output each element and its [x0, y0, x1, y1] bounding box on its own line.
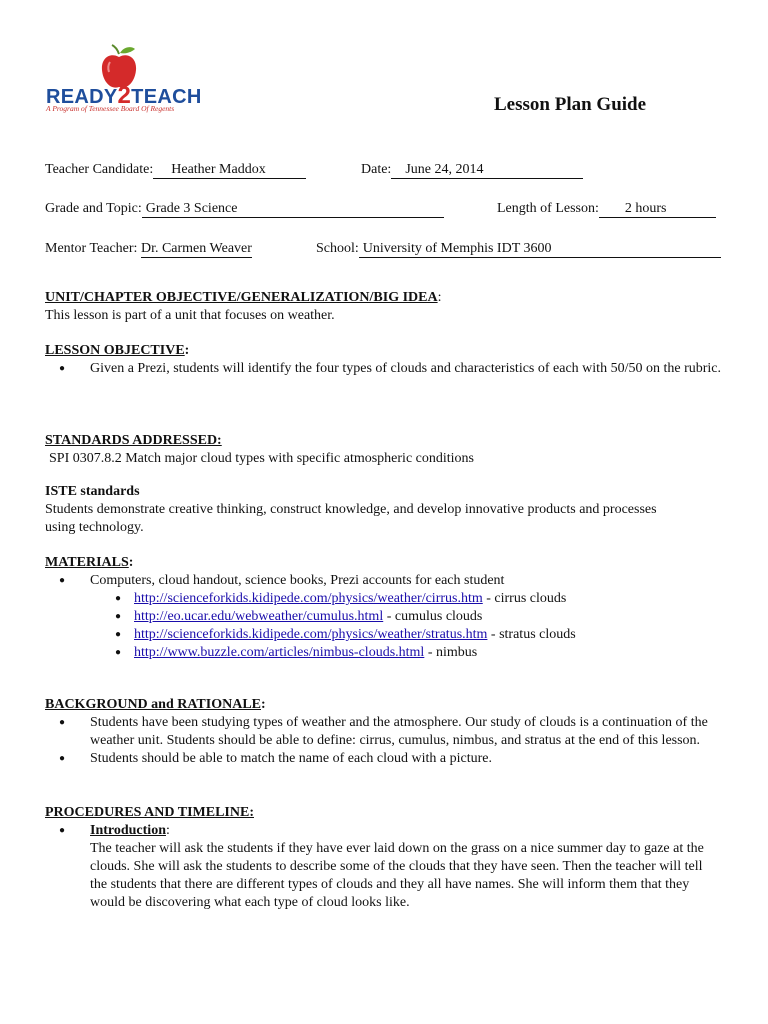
nimbus-link[interactable]: http://www.buzzle.com/articles/nimbus-clouds.html	[134, 645, 425, 660]
date-value: June 24, 2014	[391, 162, 583, 179]
list-item: ● Computers, cloud handout, science books, Prezi accounts for each student	[45, 572, 725, 590]
iste-heading: ISTE standards	[45, 484, 140, 499]
procedures-section	[45, 804, 725, 912]
ready2teach-logo	[44, 44, 202, 116]
link-item-cumulus: ● http://eo.ucar.edu/webweather/cumulus.html - cumulus clouds	[45, 608, 725, 626]
grade-row	[45, 201, 444, 218]
school-row	[316, 241, 721, 258]
teacher-label: Teacher Candidate:	[45, 162, 154, 177]
mentor-label: Mentor Teacher:	[45, 241, 138, 256]
objective-list	[45, 360, 725, 378]
school-label: School:	[316, 241, 359, 256]
iste-section	[45, 483, 665, 537]
unit-section: UNIT/CHAPTER OBJECTIVE/GENERALIZATION/BIG IDEA: This lesson is part of a unit that focuses on weather.	[45, 289, 725, 325]
list-item: ● Given a Prezi, students will identify the four types of clouds and characteristics of each with 50/50 on the rubric.	[45, 360, 730, 378]
unit-heading: UNIT/CHAPTER OBJECTIVE/GENERALIZATION/BIG IDEA	[45, 290, 438, 305]
stratus-link[interactable]: http://scienceforkids.kidipede.com/physics/weather/stratus.htm	[134, 627, 488, 642]
link-item-nimbus: ● http://www.buzzle.com/articles/nimbus-clouds.html - nimbus	[45, 644, 725, 662]
introduction-text: The teacher will ask the students if they have ever laid down on the grass on a nice summer day to gaze at the clouds. She will ask the students to describe some of the clouds that they have seen. Then the teacher will tell the students that there are different types of clouds and they all have names. She will inform them that they would be discovering what each type of cloud looks like.	[90, 841, 704, 910]
materials-heading: MATERIALS	[45, 555, 129, 570]
standards-text: SPI 0307.8.2 Match major cloud types with specific atmospheric conditions	[49, 451, 474, 466]
school-value: University of Memphis IDT 3600	[359, 241, 721, 258]
cirrus-link[interactable]: http://scienceforkids.kidipede.com/physics/weather/cirrus.htm	[134, 591, 483, 606]
mentor-value: Dr. Carmen Weaver	[140, 241, 252, 256]
objective-section: LESSON OBJECTIVE: ● Given a Prezi, students will identify the four types of clouds and characteristics of each with 50/50 on the rubric.	[45, 342, 725, 378]
teacher-value: Heather Maddox	[153, 162, 306, 179]
background-heading: BACKGROUND and RATIONALE	[45, 697, 261, 712]
length-row	[497, 201, 716, 218]
objective-heading: LESSON OBJECTIVE	[45, 343, 185, 358]
length-value: 2 hours	[599, 201, 716, 218]
logo-wordmark: READY2TEACH	[46, 82, 202, 109]
procedures-list	[45, 822, 725, 840]
standards-heading: STANDARDS ADDRESSED:	[45, 433, 222, 448]
introduction-label: Introduction	[90, 823, 166, 838]
list-item: ● Students should be able to match the name of each cloud with a picture.	[45, 750, 725, 768]
date-row	[361, 162, 583, 179]
cumulus-link[interactable]: http://eo.ucar.edu/webweather/cumulus.html	[134, 609, 384, 624]
length-label: Length of Lesson:	[497, 201, 599, 216]
mentor-row	[45, 241, 252, 258]
date-label: Date:	[361, 162, 392, 177]
page-title: Lesson Plan Guide	[494, 94, 647, 115]
teacher-row	[45, 162, 306, 179]
materials-section: MATERIALS: ● Computers, cloud handout, science books, Prezi accounts for each student ● http://scienceforkids.kidipede.com/physics/weather/cirrus.htm - cirrus clouds ● http://eo.ucar.edu/webweather/cumulus.html - cumulus clouds ● http://scienceforkids.kidipede.com/physics/weather/stratus.htm - stratus clouds ● http://www.buzzle.com/articles/nimbus-clouds.html - nimbus	[45, 554, 725, 662]
link-item-cirrus: ● http://scienceforkids.kidipede.com/physics/weather/cirrus.htm - cirrus clouds	[45, 590, 725, 608]
materials-list	[45, 572, 725, 662]
grade-label: Grade and Topic:	[45, 201, 142, 216]
procedures-heading: PROCEDURES AND TIMELINE:	[45, 805, 254, 820]
list-item: ● Students have been studying types of weather and the atmosphere. Our study of clouds is a continuation of the weather unit. Students should be able to define: cirrus, cumulus, nimbus, and stratus at the end of this lesson.	[45, 714, 720, 750]
unit-text: This lesson is part of a unit that focuses on weather.	[45, 308, 335, 323]
grade-value: Grade 3 Science	[142, 201, 444, 218]
background-section: BACKGROUND and RATIONALE: ● Students have been studying types of weather and the atmosphere. Our study of clouds is a continuation of the weather unit. Students should be able to define: cirrus, cumulus, nimbus, and stratus at the end of this lesson. ● Students should be able to match the name of each cloud with a picture.	[45, 696, 725, 768]
logo-tagline: A Program of Tennessee Board Of Regents	[46, 104, 175, 113]
iste-text: Students demonstrate creative thinking, construct knowledge, and develop innovative products and processes using technology.	[45, 502, 657, 535]
standards-section	[45, 432, 725, 468]
list-item: ● Introduction:	[45, 822, 725, 840]
background-list	[45, 714, 725, 768]
link-item-stratus: ● http://scienceforkids.kidipede.com/physics/weather/stratus.htm - stratus clouds	[45, 626, 725, 644]
